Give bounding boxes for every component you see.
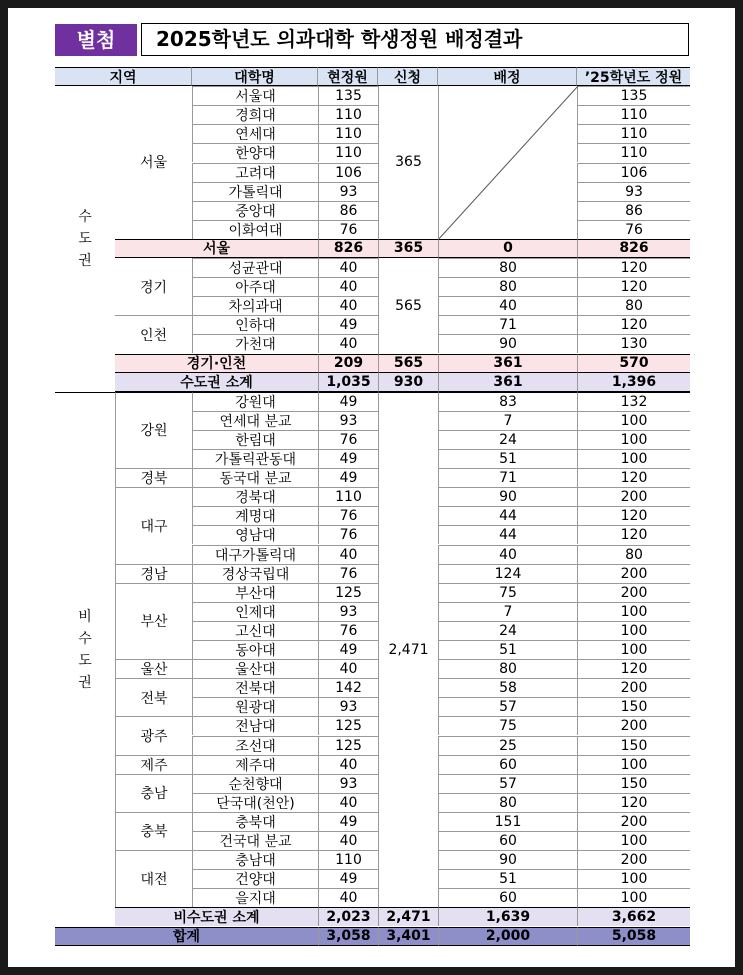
quota-2025: 200	[577, 564, 690, 583]
university-name: 가톨릭대	[192, 182, 318, 201]
quota-2025: 120	[577, 659, 690, 678]
quota-2025: 120	[577, 468, 690, 487]
allocated: 80	[438, 277, 577, 296]
quota-2025: 100	[577, 621, 690, 640]
quota-2025: 120	[577, 315, 690, 334]
university-name: 고신대	[192, 621, 318, 640]
noncapital-area-label-char: 권	[78, 675, 92, 692]
current-quota: 125	[318, 736, 378, 755]
current-quota: 110	[318, 487, 378, 506]
university-name: 경상국립대	[192, 564, 318, 583]
column-header: ’25학년도 정원	[577, 67, 690, 86]
university-name: 성균관대	[192, 258, 318, 277]
seoul-subtotal-value: 365	[378, 239, 438, 258]
allocated: 51	[438, 869, 577, 888]
university-name: 부산대	[192, 583, 318, 602]
noncapital-area-label-char: 도	[78, 653, 92, 670]
capital-subtotal-value: 930	[378, 373, 438, 392]
current-quota: 76	[318, 621, 378, 640]
quota-2025: 100	[577, 640, 690, 659]
region-name: 경북	[115, 468, 192, 487]
quota-2025: 100	[577, 430, 690, 449]
university-name: 건양대	[192, 869, 318, 888]
university-name: 건국대 분교	[192, 831, 318, 850]
allocated: 57	[438, 697, 577, 716]
quota-2025: 100	[577, 888, 690, 907]
quota-2025: 100	[577, 602, 690, 621]
current-quota: 135	[318, 86, 378, 105]
noncapital-subtotal-value: 1,639	[438, 907, 577, 926]
quota-2025: 200	[577, 812, 690, 831]
current-quota: 40	[318, 277, 378, 296]
university-name: 영남대	[192, 525, 318, 544]
noncapital-subtotal-label: 비수도권 소계	[115, 907, 318, 926]
allocated: 151	[438, 812, 577, 831]
quota-2025: 100	[577, 869, 690, 888]
university-name: 서울대	[192, 86, 318, 105]
grand-total-label: 합계	[55, 927, 318, 946]
grand-total-value: 3,058	[318, 927, 378, 946]
gyeonggi-incheon-subtotal-value: 570	[577, 354, 690, 373]
capital-subtotal-label: 수도권 소계	[115, 373, 318, 392]
column-header: 현정원	[318, 67, 378, 86]
capital-subtotal-value: 1,035	[318, 373, 378, 392]
allocated: 71	[438, 315, 577, 334]
current-quota: 76	[318, 430, 378, 449]
university-name: 한림대	[192, 430, 318, 449]
university-name: 전남대	[192, 716, 318, 735]
university-name: 이화여대	[192, 220, 318, 239]
university-name: 제주대	[192, 755, 318, 774]
capital-area-label	[55, 86, 115, 392]
quota-2025: 110	[577, 143, 690, 162]
current-quota: 93	[318, 774, 378, 793]
region-name: 부산	[115, 583, 192, 659]
university-name: 가톨릭관동대	[192, 449, 318, 468]
grand-total-value: 5,058	[577, 927, 690, 946]
current-quota: 40	[318, 888, 378, 907]
noncapital-subtotal-value: 2,023	[318, 907, 378, 926]
capital-area-label-char: 권	[78, 252, 92, 269]
gyeonggi-incheon-apply: 565	[378, 258, 438, 354]
current-quota: 49	[318, 468, 378, 487]
region-name: 광주	[115, 716, 192, 754]
current-quota: 142	[318, 678, 378, 697]
university-name: 인제대	[192, 602, 318, 621]
current-quota: 49	[318, 392, 378, 411]
column-header: 대학명	[192, 67, 318, 86]
university-name: 차의과대	[192, 296, 318, 315]
noncapital-area-label-char: 수	[78, 631, 92, 648]
quota-2025: 100	[577, 755, 690, 774]
quota-2025: 80	[577, 545, 690, 564]
current-quota: 93	[318, 697, 378, 716]
current-quota: 40	[318, 334, 378, 353]
region-gyeonggi: 경기	[139, 279, 168, 296]
university-name: 순천향대	[192, 774, 318, 793]
allocated: 80	[438, 659, 577, 678]
quota-2025: 120	[577, 506, 690, 525]
current-quota: 49	[318, 449, 378, 468]
university-name: 단국대(천안)	[192, 793, 318, 812]
allocated: 60	[438, 888, 577, 907]
current-quota: 125	[318, 716, 378, 735]
document-title: 2025학년도 의과대학 학생정원 배정결과	[156, 27, 523, 51]
region-name: 강원	[115, 392, 192, 468]
current-quota: 76	[318, 525, 378, 544]
quota-2025: 106	[577, 163, 690, 182]
quota-2025: 120	[577, 258, 690, 277]
university-name: 동국대 분교	[192, 468, 318, 487]
current-quota: 40	[318, 755, 378, 774]
region-incheon: 인천	[115, 315, 192, 353]
quota-2025: 150	[577, 774, 690, 793]
current-quota: 93	[318, 182, 378, 201]
allocated: 124	[438, 564, 577, 583]
quota-2025: 86	[577, 201, 690, 220]
university-name: 한양대	[192, 143, 318, 162]
column-header: 지역	[55, 67, 192, 86]
region-name: 충북	[115, 812, 192, 850]
column-header: 배정	[438, 67, 577, 86]
allocated: 40	[438, 545, 577, 564]
quota-2025: 100	[577, 411, 690, 430]
university-name: 경북대	[192, 487, 318, 506]
noncapital-subtotal-value: 3,662	[577, 907, 690, 926]
seoul-apply: 365	[378, 86, 438, 239]
allocated: 7	[438, 411, 577, 430]
gyeonggi-incheon-subtotal-value: 565	[378, 354, 438, 373]
allocated: 90	[438, 487, 577, 506]
current-quota: 110	[318, 850, 378, 869]
quota-2025: 76	[577, 220, 690, 239]
current-quota: 49	[318, 315, 378, 334]
capital-area-label-char: 도	[78, 230, 92, 247]
allocated: 80	[438, 793, 577, 812]
noncapital-apply: 2,471	[378, 392, 438, 908]
grand-total-value: 3,401	[378, 927, 438, 946]
university-name: 가천대	[192, 334, 318, 353]
region-name: 충남	[115, 774, 192, 812]
allocated: 60	[438, 755, 577, 774]
allocated: 75	[438, 716, 577, 735]
capital-subtotal-value: 1,396	[577, 373, 690, 392]
noncapital-subtotal-value: 2,471	[378, 907, 438, 926]
region-name: 전북	[115, 678, 192, 716]
current-quota: 40	[318, 258, 378, 277]
quota-2025: 93	[577, 182, 690, 201]
allocated: 24	[438, 430, 577, 449]
region-seoul: 서울	[139, 155, 168, 172]
allocated: 51	[438, 449, 577, 468]
university-name: 연세대 분교	[192, 411, 318, 430]
university-name: 조선대	[192, 736, 318, 755]
quota-2025: 200	[577, 583, 690, 602]
university-name: 원광대	[192, 697, 318, 716]
region-name: 대전	[115, 850, 192, 907]
current-quota: 40	[318, 659, 378, 678]
quota-2025: 135	[577, 86, 690, 105]
noncapital-area-label-char: 비	[78, 609, 92, 626]
region-name: 대구	[115, 487, 192, 563]
gyeonggi-incheon-subtotal-value: 361	[438, 354, 577, 373]
current-quota: 40	[318, 545, 378, 564]
gyeonggi-incheon-subtotal-value: 209	[318, 354, 378, 373]
quota-2025: 200	[577, 487, 690, 506]
university-name: 충북대	[192, 812, 318, 831]
university-name: 중앙대	[192, 201, 318, 220]
allocated: 58	[438, 678, 577, 697]
quota-2025: 150	[577, 736, 690, 755]
allocated: 7	[438, 602, 577, 621]
allocated: 57	[438, 774, 577, 793]
current-quota: 110	[318, 143, 378, 162]
current-quota: 49	[318, 869, 378, 888]
allocated: 90	[438, 334, 577, 353]
quota-2025: 110	[577, 124, 690, 143]
attachment-badge: 별첨	[55, 24, 137, 56]
allocated: 44	[438, 506, 577, 525]
allocated: 71	[438, 468, 577, 487]
current-quota: 76	[318, 564, 378, 583]
quota-2025: 150	[577, 697, 690, 716]
quota-2025: 200	[577, 716, 690, 735]
current-quota: 110	[318, 124, 378, 143]
allocated: 90	[438, 850, 577, 869]
current-quota: 76	[318, 506, 378, 525]
current-quota: 125	[318, 583, 378, 602]
noncapital-area-label	[55, 392, 115, 908]
allocated: 25	[438, 736, 577, 755]
region-name: 울산	[115, 659, 192, 678]
university-name: 전북대	[192, 678, 318, 697]
university-name: 계명대	[192, 506, 318, 525]
allocated: 40	[438, 296, 577, 315]
quota-2025: 80	[577, 296, 690, 315]
capital-area-label-char: 수	[78, 208, 92, 225]
current-quota: 76	[318, 220, 378, 239]
quota-2025: 100	[577, 449, 690, 468]
current-quota: 110	[318, 105, 378, 124]
capital-subtotal-value: 361	[438, 373, 577, 392]
gyeonggi-incheon-subtotal-label: 경기·인천	[115, 354, 318, 373]
university-name: 을지대	[192, 888, 318, 907]
university-name: 경희대	[192, 105, 318, 124]
current-quota: 93	[318, 602, 378, 621]
grand-total-value: 2,000	[438, 927, 577, 946]
region-name: 경남	[115, 564, 192, 583]
quota-2025: 100	[577, 831, 690, 850]
allocated: 51	[438, 640, 577, 659]
seoul-subtotal-value: 826	[577, 239, 690, 258]
current-quota: 86	[318, 201, 378, 220]
column-header: 신청	[378, 67, 438, 86]
university-name: 충남대	[192, 850, 318, 869]
current-quota: 40	[318, 296, 378, 315]
allocated: 83	[438, 392, 577, 411]
allocation-not-applicable	[438, 86, 577, 239]
current-quota: 49	[318, 812, 378, 831]
university-name: 인하대	[192, 315, 318, 334]
quota-2025: 132	[577, 392, 690, 411]
current-quota: 40	[318, 831, 378, 850]
allocated: 44	[438, 525, 577, 544]
university-name: 아주대	[192, 277, 318, 296]
quota-2025: 120	[577, 793, 690, 812]
quota-2025: 120	[577, 525, 690, 544]
allocated: 24	[438, 621, 577, 640]
university-name: 대구가톨릭대	[192, 545, 318, 564]
current-quota: 106	[318, 163, 378, 182]
quota-2025: 110	[577, 105, 690, 124]
university-name: 연세대	[192, 124, 318, 143]
university-name: 강원대	[192, 392, 318, 411]
quota-2025: 200	[577, 678, 690, 697]
allocated: 80	[438, 258, 577, 277]
allocated: 75	[438, 583, 577, 602]
allocated: 60	[438, 831, 577, 850]
university-name: 고려대	[192, 163, 318, 182]
university-name: 울산대	[192, 659, 318, 678]
region-name: 제주	[115, 755, 192, 774]
current-quota: 40	[318, 793, 378, 812]
seoul-subtotal-label: 서울	[115, 239, 318, 258]
seoul-subtotal-value: 0	[438, 239, 577, 258]
current-quota: 93	[318, 411, 378, 430]
quota-2025: 130	[577, 334, 690, 353]
seoul-subtotal-value: 826	[318, 239, 378, 258]
quota-2025: 120	[577, 277, 690, 296]
quota-2025: 200	[577, 850, 690, 869]
current-quota: 49	[318, 640, 378, 659]
university-name: 동아대	[192, 640, 318, 659]
